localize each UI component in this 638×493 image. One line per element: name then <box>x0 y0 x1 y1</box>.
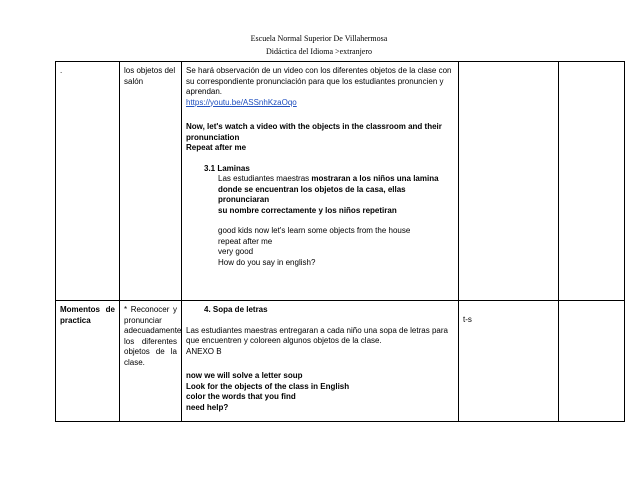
laminas-line: donde se encuentran los objetos de la casa, ellas pronunciaran <box>218 184 406 204</box>
activity-cell <box>182 301 459 422</box>
document-header <box>0 32 638 58</box>
resources-cell: t-s <box>459 301 559 422</box>
english-line: color the words that you find <box>186 392 296 401</box>
laminas-line: su nombre correctamente y los niños repetiran <box>218 205 397 215</box>
table-row <box>56 301 625 422</box>
lesson-plan-table <box>55 61 625 422</box>
resources-cell <box>459 62 559 301</box>
english-line: How do you say in english? <box>218 257 316 267</box>
sopa-title: 4. Sopa de letras <box>204 305 268 314</box>
school-name: Escuela Normal Superior De Villahermosa <box>250 34 388 43</box>
laminas-title: 3.1 Laminas <box>204 163 250 173</box>
sopa-text: Las estudiantes maestras entregaran a cada niño una sopa de letras para que encuentren y coloreen algunos objetos de la clase. <box>186 325 448 345</box>
english-line: now we will solve a letter soup <box>186 371 303 380</box>
activity-intro: Se hará observación de un video con los diferentes objetos de la clase con su correspondiente pronunciación para que los estudiantes pronuncien y aprendan. <box>186 66 452 96</box>
english-line: repeat after me <box>218 236 273 246</box>
activity-cell <box>182 62 459 301</box>
english-line: good kids now let's learn some objects from the house <box>218 226 411 235</box>
evaluation-cell <box>559 62 625 301</box>
objective-cell: * Reconocer y pronunciar adecuadamente los diferentes objetos de la clase. <box>120 301 182 422</box>
course-name: Didáctica del Idioma >extranjero <box>265 47 373 56</box>
table-row <box>56 62 625 301</box>
evaluation-cell <box>559 301 625 422</box>
english-line: Look for the objects of the class in English <box>186 381 350 391</box>
objective-cell: los objetos del salón <box>120 62 182 301</box>
moment-cell: . <box>56 62 120 301</box>
video-link[interactable]: https://youtu.be/ASSnhKzaOqo <box>186 97 297 107</box>
english-line: need help? <box>186 402 229 412</box>
laminas-line: Las estudiantes maestras mostraran a los niños una lamina <box>218 174 439 183</box>
english-line: very good <box>218 247 254 256</box>
anexo-label: ANEXO B <box>186 346 222 356</box>
moment-cell: Momentos de practica <box>56 301 120 422</box>
repeat-instruction: Repeat after me <box>186 143 247 152</box>
watch-instruction: Now, let's watch a video with the objects in the classroom and their pronunciation <box>186 122 442 142</box>
